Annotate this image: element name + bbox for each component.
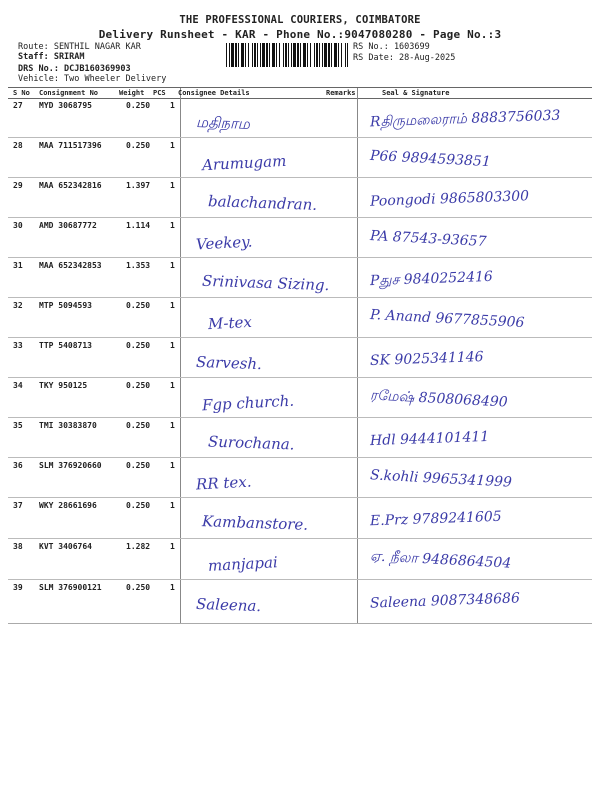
row-weight: 0.250 xyxy=(126,341,151,350)
row-divider xyxy=(8,137,592,138)
row-seal-signature: E.Prz 9789241605 xyxy=(369,508,502,530)
row-sno: 37 xyxy=(13,501,23,510)
row-pcs: 1 xyxy=(170,301,175,310)
row-seal-signature: PA 87543-93657 xyxy=(369,227,487,251)
row-consignee-handwriting: Veekey. xyxy=(195,232,253,254)
row-weight: 0.250 xyxy=(126,421,151,430)
row-weight: 1.114 xyxy=(126,221,151,230)
row-weight: 0.250 xyxy=(126,501,151,510)
drs-number: DRS No.: DCJB160369903 xyxy=(18,64,131,74)
staff-label: Staff: SRIRAM xyxy=(18,52,85,62)
row-divider xyxy=(8,497,592,498)
row-consignment-no: MAA 711517396 xyxy=(39,141,102,150)
row-weight: 0.250 xyxy=(126,301,151,310)
row-weight: 0.250 xyxy=(126,381,151,390)
row-consignment-no: TKY 950125 xyxy=(39,381,88,390)
row-weight: 0.250 xyxy=(126,101,151,110)
rs-number: RS No.: 1603699 xyxy=(353,42,430,52)
row-sno: 32 xyxy=(13,301,23,310)
row-seal-signature: Saleena 9087348686 xyxy=(369,590,521,612)
row-consignee-handwriting: Surochana. xyxy=(207,432,295,454)
header-remarks: Remarks xyxy=(326,89,356,97)
row-sno: 35 xyxy=(13,421,23,430)
runsheet-subtitle: Delivery Runsheet - KAR - Phone No.:9047080280 - Page No.:3 xyxy=(98,28,502,41)
row-sno: 33 xyxy=(13,341,23,350)
row-pcs: 1 xyxy=(170,461,175,470)
row-sno: 31 xyxy=(13,261,23,270)
row-consignment-no: SLM 376900121 xyxy=(39,583,102,592)
barcode xyxy=(226,43,348,67)
row-divider xyxy=(8,538,592,539)
header-seal: Seal & Signature xyxy=(382,89,450,97)
row-pcs: 1 xyxy=(170,421,175,430)
row-sno: 36 xyxy=(13,461,23,470)
row-divider xyxy=(8,337,592,338)
table-header-rule xyxy=(8,98,592,99)
row-sno: 34 xyxy=(13,381,23,390)
row-consignment-no: MAA 652342816 xyxy=(39,181,102,190)
row-pcs: 1 xyxy=(170,381,175,390)
row-seal-signature: S.kohli 9965341999 xyxy=(369,467,513,491)
row-seal-signature: Pதுச 9840252416 xyxy=(369,268,494,290)
row-pcs: 1 xyxy=(170,341,175,350)
row-consignee-handwriting: மதிநாம xyxy=(195,113,251,133)
row-consignee-handwriting: Srinivasa Sizing. xyxy=(201,271,330,295)
row-pcs: 1 xyxy=(170,141,175,150)
row-seal-signature: SK 9025341146 xyxy=(369,349,484,369)
row-pcs: 1 xyxy=(170,501,175,510)
row-sno: 27 xyxy=(13,101,23,110)
row-weight: 1.282 xyxy=(126,542,151,551)
company-title: THE PROFESSIONAL COURIERS, COIMBATORE xyxy=(179,14,421,26)
row-sno: 30 xyxy=(13,221,23,230)
seal-divider xyxy=(357,88,358,623)
table-top-rule xyxy=(8,87,592,88)
row-consignee-handwriting: Sarvesh. xyxy=(195,352,263,374)
row-consignment-no: KVT 3406764 xyxy=(39,542,92,551)
header-consignee: Consignee Details xyxy=(178,89,250,97)
row-weight: 0.250 xyxy=(126,461,151,470)
row-consignment-no: MTP 5094593 xyxy=(39,301,92,310)
row-seal-signature: P66 9894593851 xyxy=(369,147,492,171)
row-consignee-handwriting: Kambanstore. xyxy=(201,512,309,534)
row-seal-signature: ரமேஷ் 8508068490 xyxy=(369,387,509,411)
row-seal-signature: Poongodi 9865803300 xyxy=(369,188,530,210)
consignee-divider xyxy=(180,88,181,623)
row-consignee-handwriting: Arumugam xyxy=(201,151,287,175)
row-consignee-handwriting: Saleena. xyxy=(195,594,262,616)
vehicle-label: Vehicle: Two Wheeler Delivery xyxy=(18,74,167,84)
row-consignment-no: MAA 652342853 xyxy=(39,261,102,270)
row-weight: 0.250 xyxy=(126,141,151,150)
row-seal-signature: ஏ. நீலா 9486864504 xyxy=(369,548,512,572)
row-sno: 38 xyxy=(13,542,23,551)
row-consignment-no: AMD 30687772 xyxy=(39,221,97,230)
header-sno: S No xyxy=(13,89,30,97)
row-pcs: 1 xyxy=(170,181,175,190)
row-consignment-no: MYD 3068795 xyxy=(39,101,92,110)
header-consignment: Consignment No xyxy=(39,89,99,97)
row-pcs: 1 xyxy=(170,261,175,270)
table-bottom-rule xyxy=(8,623,592,624)
row-pcs: 1 xyxy=(170,542,175,551)
row-consignee-handwriting: Fgp church. xyxy=(201,391,295,415)
row-consignment-no: TMI 30383870 xyxy=(39,421,97,430)
row-consignee-handwriting: balachandran. xyxy=(207,192,318,214)
row-pcs: 1 xyxy=(170,221,175,230)
row-divider xyxy=(8,297,592,298)
row-sno: 39 xyxy=(13,583,23,592)
row-seal-signature: Hdl 9444101411 xyxy=(369,428,490,450)
row-consignment-no: WKY 28661696 xyxy=(39,501,97,510)
row-divider xyxy=(8,177,592,178)
row-weight: 0.250 xyxy=(126,583,151,592)
header-pcs: PCS xyxy=(153,89,166,97)
row-consignment-no: TTP 5408713 xyxy=(39,341,92,350)
row-seal-signature: P. Anand 9677855906 xyxy=(369,306,525,332)
row-consignment-no: SLM 376920660 xyxy=(39,461,102,470)
row-seal-signature: Rதிருமலைராம் 8883756033 xyxy=(369,107,561,131)
row-pcs: 1 xyxy=(170,583,175,592)
route-label: Route: SENTHIL NAGAR KAR xyxy=(18,42,141,52)
row-weight: 1.397 xyxy=(126,181,151,190)
rs-date: RS Date: 28-Aug-2025 xyxy=(353,53,456,63)
row-consignee-handwriting: RR tex. xyxy=(195,472,252,494)
row-weight: 1.353 xyxy=(126,261,151,270)
row-divider xyxy=(8,457,592,458)
row-divider xyxy=(8,417,592,418)
row-consignee-handwriting: M-tex xyxy=(207,312,253,334)
header-weight: Weight xyxy=(119,89,145,97)
row-consignee-handwriting: manjapai xyxy=(207,553,279,575)
row-divider xyxy=(8,579,592,580)
row-sno: 28 xyxy=(13,141,23,150)
row-divider xyxy=(8,377,592,378)
row-sno: 29 xyxy=(13,181,23,190)
row-divider xyxy=(8,217,592,218)
row-divider xyxy=(8,257,592,258)
row-pcs: 1 xyxy=(170,101,175,110)
